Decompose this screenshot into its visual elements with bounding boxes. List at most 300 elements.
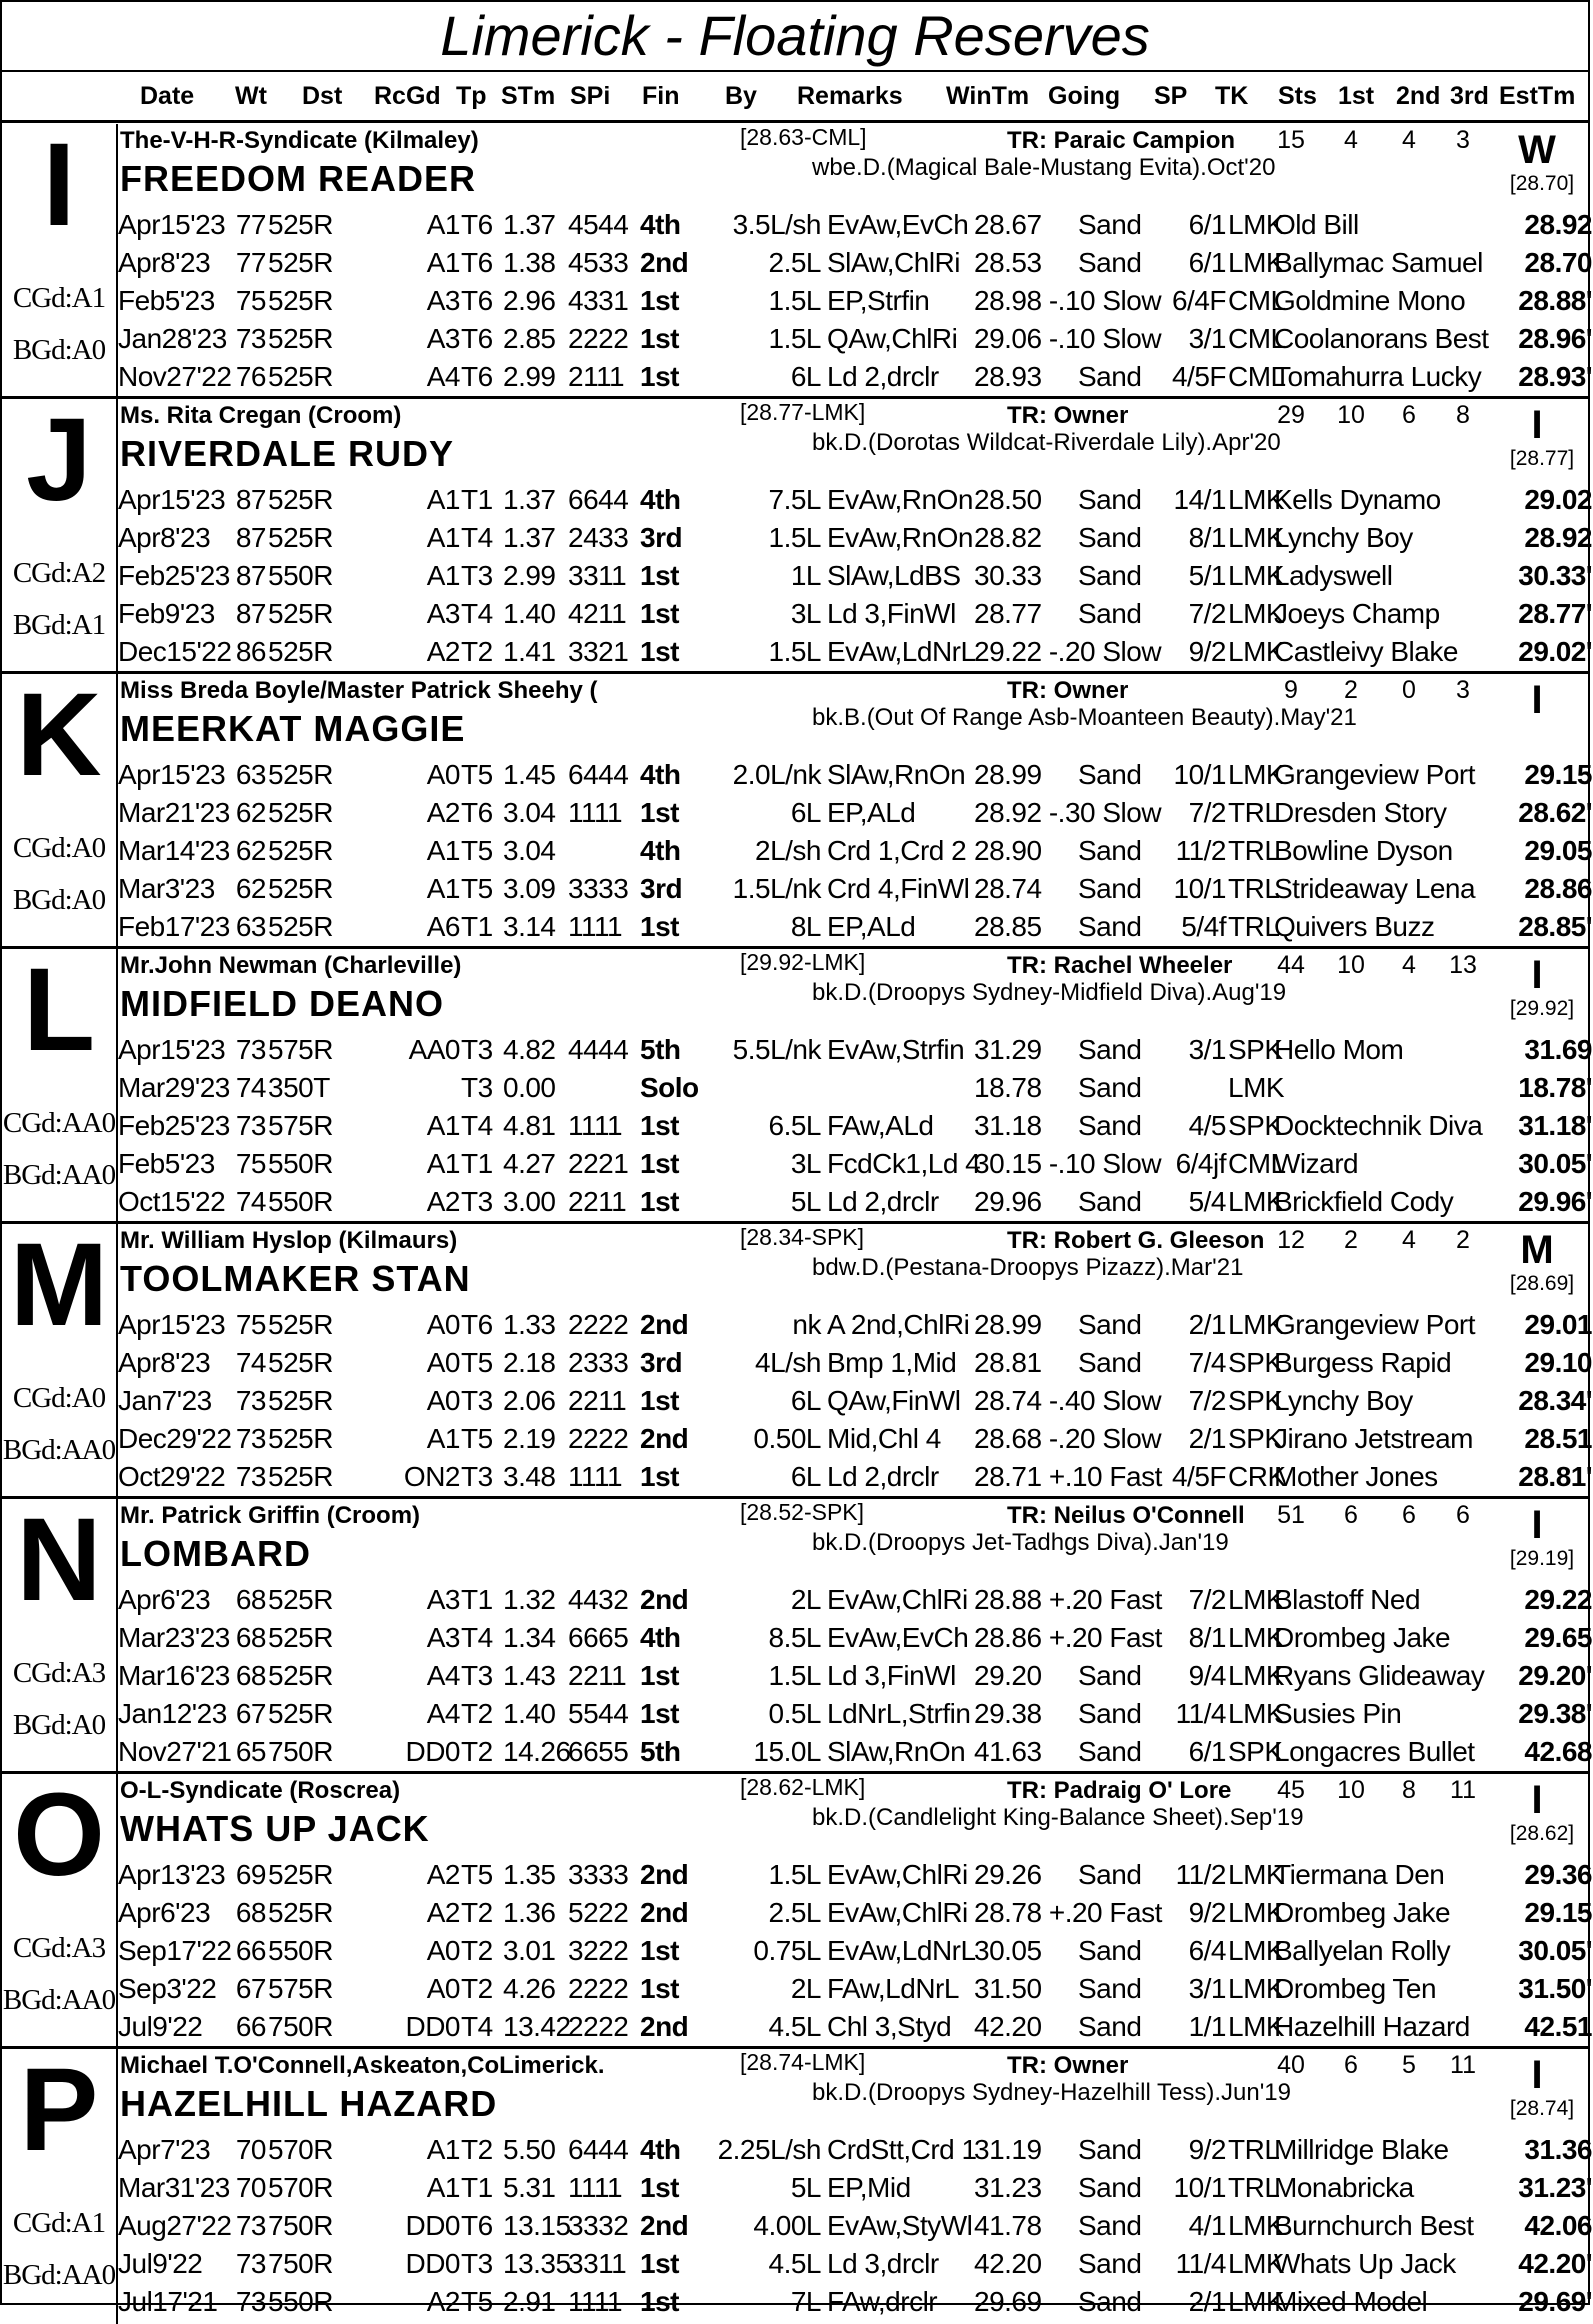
run-win-time: 28.74 [974, 873, 1042, 904]
run-distance: 575R [268, 1034, 333, 1065]
run-sp: 2/1 [1188, 1423, 1226, 1454]
run-remarks: FAw,LdNrL [827, 1973, 959, 2004]
run-grade: A0 [426, 759, 460, 790]
run-win-time: 29.06 -.10 Slow [974, 323, 1162, 354]
run-grade: A0 [426, 1309, 460, 1340]
run-split: 1111 [568, 2286, 623, 2317]
run-winner: Ryans Glideaway [1274, 1660, 1485, 1691]
run-est-time: 29.02' [1518, 636, 1592, 667]
form-line [118, 1107, 1592, 1145]
run-going: Sand [1078, 2210, 1142, 2241]
run-finish: 1st [640, 598, 679, 629]
current-grade: CGd:A2 [12, 557, 106, 589]
run-date: Apr8'23 [118, 522, 211, 553]
grade-letter: I [1531, 1503, 1543, 1547]
run-distance: 525R [268, 1347, 333, 1378]
run-distance: 525R [268, 209, 333, 240]
trap-box [2, 1769, 118, 2046]
stat-third: 3 [1456, 676, 1470, 704]
run-distance: 525R [268, 1385, 333, 1416]
run-grade: A3 [426, 1622, 460, 1653]
run-split: 2222 [568, 1973, 629, 2004]
run-finish: 2nd [640, 1309, 689, 1340]
run-trap: T5 [461, 1423, 493, 1454]
run-remarks: EvAw,ChlRi [827, 1897, 968, 1928]
run-distance: 525R [268, 873, 333, 904]
run-trap: T5 [461, 1347, 493, 1378]
run-date: Mar16'23 [118, 1660, 230, 1691]
run-trap: T1 [461, 1148, 493, 1179]
form-line [118, 1657, 1592, 1695]
run-split: 4444 [568, 1034, 629, 1065]
entry-section [2, 1219, 1592, 1499]
grade-best: [28.77] [1509, 447, 1575, 470]
entry-section [2, 2044, 1592, 2324]
run-sectional: 1.40 [503, 598, 556, 629]
run-remarks: EvAw,Strfin [827, 1034, 965, 1065]
run-track: CRK [1228, 1461, 1286, 1492]
trap-letter: I [42, 119, 76, 251]
run-est-time: 29.22 [1524, 1584, 1592, 1615]
run-sp: 6/4jf [1175, 1148, 1226, 1179]
run-track: LMK [1228, 598, 1285, 629]
run-date: Apr7'23 [118, 2134, 211, 2165]
run-winner: Grangeview Port [1274, 759, 1476, 790]
best-grade: BGd:A0 [12, 1709, 106, 1741]
entry-section [2, 1769, 1592, 2049]
run-trap: T6 [461, 2210, 493, 2241]
run-trap: T1 [461, 484, 493, 515]
run-sp: 7/2 [1188, 1385, 1226, 1416]
run-distance: 525R [268, 285, 333, 316]
run-remarks: SlAw,RnOn [827, 759, 966, 790]
run-split: 4432 [568, 1584, 629, 1615]
run-sp: 11/2 [1175, 835, 1226, 866]
run-going: Sand [1078, 911, 1142, 942]
run-trap: T2 [461, 636, 493, 667]
run-weight: 68 [235, 1622, 266, 1653]
stat-sts: 44 [1277, 951, 1305, 979]
run-winner: Quivers Buzz [1274, 911, 1435, 942]
best-grade: BGd:AA0 [2, 1984, 116, 2016]
run-trap: T3 [461, 1186, 493, 1217]
run-grade: A1 [426, 835, 460, 866]
run-finish: 1st [640, 361, 679, 392]
form-line [118, 832, 1592, 870]
run-finish: 2nd [640, 1423, 689, 1454]
run-win-time: 42.20 [974, 2248, 1042, 2279]
run-trap: T5 [461, 1859, 493, 1890]
run-distance: 750R [268, 2248, 333, 2279]
run-remarks: Ld 2,drclr [827, 361, 939, 392]
run-win-time: 29.96 [974, 1186, 1042, 1217]
run-est-time: 29.15 [1524, 759, 1592, 790]
run-finish: 4th [640, 209, 681, 240]
run-sp: 5/4 [1188, 1186, 1226, 1217]
run-split: 2111 [568, 361, 625, 392]
run-winner: Ballymac Samuel [1274, 247, 1483, 278]
run-remarks: Ld 3,FinWl [827, 598, 956, 629]
run-weight: 74 [235, 1072, 266, 1103]
best-grade: BGd:A1 [12, 609, 106, 641]
run-remarks: EP,Mid [827, 2172, 911, 2203]
run-weight: 73 [235, 2248, 266, 2279]
stat-second: 4 [1402, 951, 1416, 979]
run-remarks: EvAw,StyWl [827, 2210, 973, 2241]
run-est-time: 28.34' [1518, 1385, 1592, 1416]
run-distance: 525R [268, 323, 333, 354]
run-track: LMK [1228, 2248, 1285, 2279]
run-sp: 9/2 [1188, 2134, 1226, 2165]
run-trap: T1 [461, 1584, 493, 1615]
run-distance-beaten: 1.5L [768, 1660, 821, 1691]
grade-best: [29.92] [1509, 997, 1575, 1020]
form-line [118, 1932, 1592, 1970]
run-going: Sand [1078, 560, 1142, 591]
grade-letter: I [1531, 2053, 1543, 2097]
run-win-time: 28.98 -.10 Slow [974, 285, 1162, 316]
run-sectional: 2.91 [503, 2286, 556, 2317]
run-sp: 7/2 [1188, 1584, 1226, 1615]
run-win-time: 29.38 [974, 1698, 1042, 1729]
run-est-time: 29.10 [1524, 1347, 1592, 1378]
run-date: Feb5'23 [118, 1148, 215, 1179]
run-trap: T2 [461, 1736, 493, 1767]
run-going: Sand [1078, 598, 1142, 629]
form-line [118, 1894, 1592, 1932]
run-winner: Joeys Champ [1274, 598, 1440, 629]
run-remarks: Crd 1,Crd 2 [827, 835, 967, 866]
run-track: LMK [1228, 1973, 1285, 2004]
run-sp: 1/1 [1188, 2011, 1226, 2042]
run-winner: Kells Dynamo [1274, 484, 1441, 515]
run-sectional: 3.04 [503, 835, 556, 866]
run-win-time: 28.53 [974, 247, 1042, 278]
run-grade: A3 [426, 598, 460, 629]
run-track: TRL [1228, 2172, 1280, 2203]
run-distance: 525R [268, 1660, 333, 1691]
run-distance: 525R [268, 1859, 333, 1890]
trainer: TR: Owner [1007, 2052, 1129, 2079]
run-grade: A1 [426, 522, 460, 553]
run-grade: A1 [426, 1423, 460, 1454]
grade-letter: W [1518, 128, 1556, 172]
run-distance: 350T [268, 1072, 330, 1103]
run-track: LMK [1228, 484, 1285, 515]
run-winner: Susies Pin [1274, 1698, 1402, 1729]
trainer: TR: Owner [1007, 402, 1129, 429]
grade-letter: I [1531, 1778, 1543, 1822]
form-line [118, 320, 1592, 358]
run-track: LMK [1228, 1309, 1285, 1340]
trainer: TR: Owner [1007, 677, 1129, 704]
run-finish: 5th [640, 1736, 681, 1767]
run-track: LMK [1228, 2011, 1285, 2042]
run-going: Sand [1078, 1072, 1142, 1103]
form-line [118, 1581, 1592, 1619]
run-grade: A3 [426, 285, 460, 316]
run-distance-beaten: 3L [790, 598, 821, 629]
run-winner: Hazelhill Hazard [1274, 2011, 1470, 2042]
run-trap: T6 [461, 1309, 493, 1340]
run-remarks: A 2nd,ChlRi [827, 1309, 970, 1340]
run-sp: 10/1 [1173, 873, 1226, 904]
current-grade: CGd:A0 [12, 1382, 106, 1414]
run-weight: 68 [235, 1660, 266, 1691]
form-line [118, 1145, 1592, 1183]
run-date: Jan12'23 [118, 1698, 227, 1729]
run-sp: 6/4 [1188, 1935, 1226, 1966]
run-track: LMK [1228, 636, 1285, 667]
run-distance: 750R [268, 1736, 333, 1767]
run-winner: Docktechnik Diva [1274, 1110, 1483, 1141]
best-grade: BGd:A0 [12, 884, 106, 916]
dog-name: WHATS UP JACK [120, 1808, 430, 1849]
run-distance-beaten: 8L [790, 911, 821, 942]
run-sectional: 1.35 [503, 1859, 556, 1890]
run-sp: 5/1 [1188, 560, 1226, 591]
run-distance-beaten: 1.5L/nk [732, 873, 821, 904]
trap-box [2, 394, 118, 671]
run-remarks: EvAw,EvCh [827, 209, 969, 240]
run-split: 4544 [568, 209, 629, 240]
stat-third: 11 [1450, 1776, 1476, 1804]
run-split: 2222 [568, 1423, 629, 1454]
run-win-time: 28.68 -.20 Slow [974, 1423, 1162, 1454]
run-grade: DD0 [405, 2210, 460, 2241]
run-sectional: 1.37 [503, 484, 556, 515]
form-line [118, 794, 1592, 832]
run-date: Nov27'22 [118, 361, 232, 392]
run-weight: 73 [235, 2286, 266, 2317]
grade-letter: I [1531, 678, 1543, 722]
breeding: bdw.D.(Pestana-Droopys Pizazz).Mar'21 [812, 1254, 1244, 1281]
run-distance: 525R [268, 247, 333, 278]
run-split: 2211 [568, 1385, 627, 1416]
run-track: LMK [1228, 1935, 1285, 1966]
run-win-time: 29.22 -.20 Slow [974, 636, 1162, 667]
run-finish: 1st [640, 285, 679, 316]
run-winner: Grangeview Port [1274, 1309, 1476, 1340]
run-track: LMK [1228, 209, 1285, 240]
trap-box [2, 1219, 118, 1496]
run-distance: 550R [268, 1148, 333, 1179]
owner: The-V-H-R-Syndicate (Kilmaley) [120, 127, 479, 154]
stat-sts: 29 [1277, 401, 1305, 429]
run-going: Sand [1078, 2134, 1142, 2165]
run-distance-beaten: 2.5L [768, 247, 821, 278]
run-going: Sand [1078, 1347, 1142, 1378]
run-going: Sand [1078, 361, 1142, 392]
run-finish: Solo [640, 1072, 699, 1103]
run-split: 2222 [568, 2011, 629, 2042]
run-winner: Millridge Blake [1274, 2134, 1449, 2165]
run-win-time: 30.15 -.10 Slow [974, 1148, 1162, 1179]
run-sp: 10/1 [1173, 2172, 1226, 2203]
run-split: 2211 [568, 1660, 627, 1691]
run-remarks: Crd 4,FinWl [827, 873, 970, 904]
run-win-time: 28.92 -.30 Slow [974, 797, 1162, 828]
stat-first: 10 [1337, 1776, 1365, 1804]
run-finish: 3rd [640, 873, 683, 904]
run-est-time: 28.81' [1518, 1461, 1592, 1492]
run-distance: 525R [268, 1584, 333, 1615]
run-split: 4211 [568, 598, 627, 629]
run-win-time: 28.78 +.20 Fast [974, 1897, 1162, 1928]
trap-letter: K [16, 669, 102, 801]
run-trap: T4 [461, 1622, 493, 1653]
run-sectional: 5.50 [503, 2134, 556, 2165]
run-weight: 73 [235, 2210, 266, 2241]
run-distance-beaten: 1L [790, 560, 821, 591]
run-sp: 11/2 [1175, 1859, 1226, 1890]
run-est-time: 29.65 [1524, 1622, 1592, 1653]
run-weight: 73 [235, 323, 266, 354]
form-line [118, 481, 1592, 519]
current-grade: CGd:A3 [12, 1932, 106, 1964]
entry-section [2, 119, 1592, 399]
run-finish: 4th [640, 759, 681, 790]
run-distance-beaten: 4.00L [753, 2210, 821, 2241]
run-remarks: Chl 3,Styd [827, 2011, 952, 2042]
trainer: TR: Padraig O' Lore [1007, 1777, 1232, 1804]
owner: Mr. William Hyslop (Kilmaurs) [120, 1227, 458, 1254]
trap-letter: M [9, 1219, 109, 1351]
run-winner: Burnchurch Best [1274, 2210, 1474, 2241]
run-track: TRL [1228, 835, 1280, 866]
run-track: LMK [1228, 1622, 1285, 1653]
run-sp: 9/2 [1188, 1897, 1226, 1928]
run-sectional: 2.99 [503, 560, 556, 591]
run-trap: T2 [461, 1935, 493, 1966]
run-sp: 3/1 [1188, 1973, 1226, 2004]
grade-letter: I [1531, 403, 1543, 447]
column-header: Going [1048, 82, 1121, 110]
best-time: [28.52-SPK] [740, 1499, 865, 1525]
run-sp: 3/1 [1188, 1034, 1226, 1065]
run-winner: Hello Mom [1274, 1034, 1404, 1065]
run-date: Apr15'23 [118, 209, 226, 240]
run-track: CML [1228, 285, 1286, 316]
best-time: [28.63-CML] [740, 124, 867, 150]
trainer: TR: Paraic Campion [1007, 127, 1236, 154]
run-winner: Tiermana Den [1274, 1859, 1445, 1890]
run-remarks: FAw,drclr [827, 2286, 938, 2317]
run-sectional: 1.32 [503, 1584, 556, 1615]
run-est-time: 28.62' [1518, 797, 1592, 828]
run-split: 1111 [568, 1461, 623, 1492]
column-header: 3rd [1450, 82, 1489, 110]
run-split: 3222 [568, 1935, 629, 1966]
run-remarks: SlAw,RnOn [827, 1736, 966, 1767]
run-weight: 73 [235, 1110, 266, 1141]
run-winner: Drombeg Jake [1274, 1622, 1451, 1653]
run-date: Feb25'23 [118, 1110, 230, 1141]
best-grade: BGd:AA0 [2, 2259, 116, 2291]
trap-letter: N [16, 1494, 102, 1626]
run-win-time: 28.88 +.20 Fast [974, 1584, 1162, 1615]
run-grade: A2 [426, 1897, 460, 1928]
run-trap: T4 [461, 522, 493, 553]
run-grade: A0 [426, 1935, 460, 1966]
run-weight: 73 [235, 1385, 266, 1416]
run-trap: T6 [461, 247, 493, 278]
run-remarks: EP,ALd [827, 797, 916, 828]
run-win-time: 42.20 [974, 2011, 1042, 2042]
form-line [118, 1306, 1592, 1344]
stat-second: 4 [1402, 126, 1416, 154]
run-sp: 2/1 [1188, 2286, 1226, 2317]
run-trap: T3 [461, 2248, 493, 2279]
run-winner: Whats Up Jack [1274, 2248, 1456, 2279]
run-track: TRL [1228, 797, 1280, 828]
run-track: CML [1228, 323, 1286, 354]
run-distance: 525R [268, 835, 333, 866]
best-grade: BGd:A0 [12, 334, 106, 366]
run-sectional: 2.99 [503, 361, 556, 392]
run-grade: A2 [426, 1186, 460, 1217]
run-distance: 550R [268, 2286, 333, 2317]
run-sectional: 1.45 [503, 759, 556, 790]
stat-second: 0 [1402, 676, 1416, 704]
run-sectional: 1.41 [503, 636, 556, 667]
run-est-time: 31.69 [1524, 1034, 1592, 1065]
run-date: Mar14'23 [118, 835, 230, 866]
run-distance-beaten: 4L/sh [755, 1347, 821, 1378]
run-sectional: 2.96 [503, 285, 556, 316]
run-sp: 8/1 [1188, 1622, 1226, 1653]
run-distance-beaten: 4.5L [768, 2248, 821, 2279]
run-grade: A0 [426, 1385, 460, 1416]
run-distance-beaten: 0.75L [753, 1935, 821, 1966]
run-sectional: 2.18 [503, 1347, 556, 1378]
run-distance: 525R [268, 1622, 333, 1653]
run-est-time: 29.05 [1524, 835, 1592, 866]
form-line [118, 1183, 1592, 1221]
form-line [118, 557, 1592, 595]
run-trap: T3 [461, 1072, 493, 1103]
form-line [118, 1420, 1592, 1458]
form-line [118, 282, 1592, 320]
run-date: Nov27'21 [118, 1736, 232, 1767]
form-line [118, 519, 1592, 557]
run-date: Apr8'23 [118, 247, 211, 278]
run-distance-beaten: 1.5L [768, 522, 821, 553]
run-trap: T2 [461, 1973, 493, 2004]
run-sectional: 3.00 [503, 1186, 556, 1217]
breeding: bk.D.(Droopys Sydney-Midfield Diva).Aug'19 [812, 979, 1287, 1006]
run-weight: 77 [235, 209, 266, 240]
run-sectional: 3.09 [503, 873, 556, 904]
run-grade: ON2 [403, 1461, 460, 1492]
run-win-time: 28.99 [974, 1309, 1042, 1340]
owner: Ms. Rita Cregan (Croom) [120, 402, 402, 429]
run-est-time: 42.06 [1524, 2210, 1592, 2241]
grade-best: [28.70] [1509, 172, 1575, 195]
run-weight: 75 [235, 1148, 266, 1179]
run-going: Sand [1078, 759, 1142, 790]
run-remarks: QAw,ChlRi [827, 323, 958, 354]
stat-third: 11 [1450, 2051, 1476, 2079]
stat-first: 4 [1344, 126, 1358, 154]
run-finish: 3rd [640, 1347, 683, 1378]
stat-first: 6 [1344, 1501, 1358, 1529]
run-track: TRL [1228, 911, 1280, 942]
stat-second: 6 [1402, 401, 1416, 429]
run-sp: 9/2 [1188, 636, 1226, 667]
run-trap: T2 [461, 1698, 493, 1729]
run-sp: 4/1 [1188, 2210, 1226, 2241]
